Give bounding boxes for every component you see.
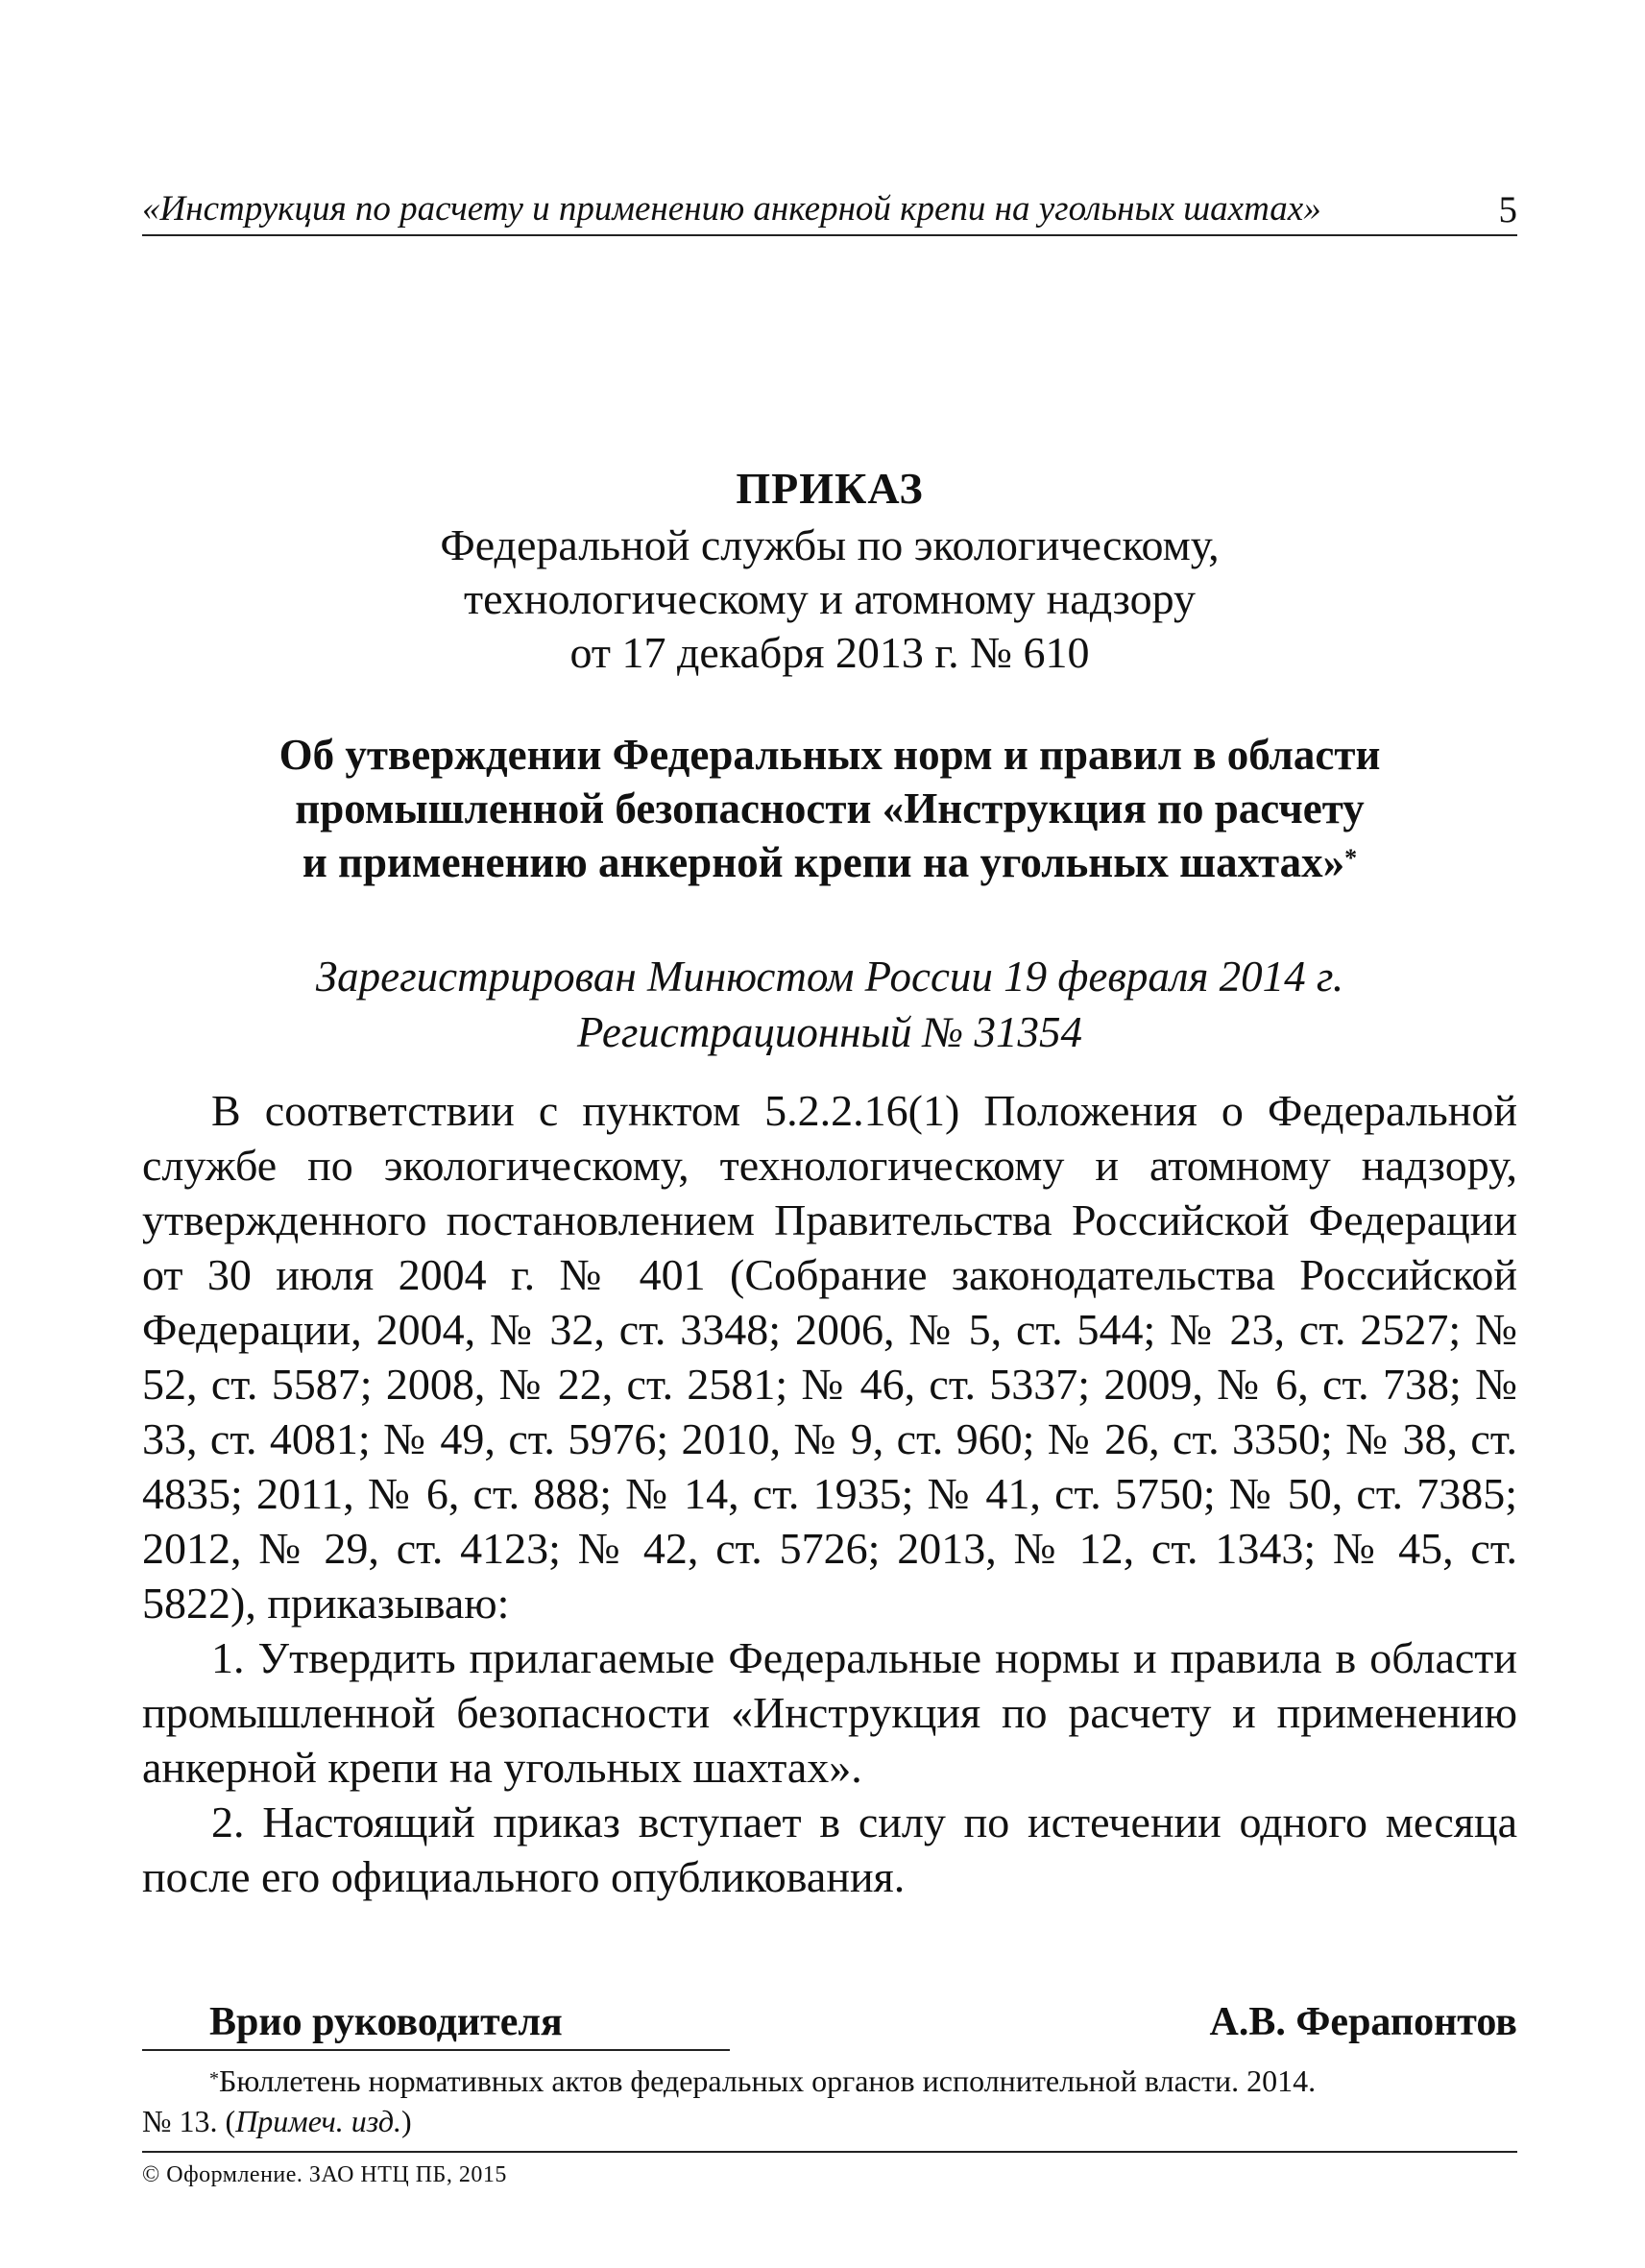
footnote-text: ) xyxy=(401,2104,412,2138)
order-title: ПРИКАЗ xyxy=(736,464,924,513)
order-date-number: от 17 декабря 2013 г. № 610 xyxy=(569,628,1090,677)
agency-line: технологическому и атомному надзору xyxy=(464,574,1196,623)
footnote-mark: * xyxy=(1344,844,1358,872)
footnote-line xyxy=(142,2061,1517,2101)
subject-line: Об утверждении Федеральных норм и правил в области xyxy=(278,731,1381,779)
footnote-mark: * xyxy=(209,2068,219,2089)
signature-underline xyxy=(142,2049,730,2051)
agency-line: Федеральной службы по экологическому, xyxy=(440,520,1220,569)
footnote-line xyxy=(142,2101,1517,2141)
signature-position: Врио руководителя xyxy=(209,2000,563,2044)
running-header xyxy=(142,184,1517,236)
order-subject xyxy=(142,728,1517,889)
agency-block xyxy=(142,519,1517,680)
signatory-name: А.В. Ферапонтов xyxy=(1209,2000,1517,2044)
registration-line: Зарегистрирован Минюстом России 19 февраля 2014 г. xyxy=(315,953,1344,1001)
footnote-text: № 13. ( xyxy=(142,2104,236,2138)
footnote xyxy=(142,2061,1517,2141)
subject-line: промышленной безопасности «Инструкция по расчету xyxy=(295,784,1365,832)
footer-divider xyxy=(142,2151,1517,2153)
running-title: «Инструкция по расчету и применению анкерной крепи на угольных шахтах» xyxy=(142,189,1321,229)
footnote-text: Бюллетень нормативных актов федеральных органов исполнительной власти. 2014. xyxy=(219,2063,1317,2098)
subject-line: и применению анкерной крепи на угольных шахтах» xyxy=(302,838,1345,886)
subject-line-last xyxy=(142,835,1517,889)
registration-info xyxy=(142,949,1517,1060)
page-number: 5 xyxy=(1498,189,1517,230)
signature-row xyxy=(142,1999,1517,2057)
registration-number: Регистрационный № 31354 xyxy=(577,1008,1082,1056)
body-paragraph: В соответствии с пунктом 5.2.2.16(1) Положения о Федеральной службе по экологическому, технологическому и атомному надзору, утвержденного постановлением Правительства Российской Федерации от 30 июля 2004 г. № 401 (Собрание законодательства Российской Федерации, 2004, № 32, ст. 3348; 2006, № 5, ст. 544; № 23, ст. 2527; № 52, ст. 5587; 2008, № 22, ст. 2581; № 46, ст. 5337; 2009, № 6, ст. 738; № 33, ст. 4081; № 49, ст. 5976; 2010, № 9, ст. 960; № 26, ст. 3350; № 38, ст. 4835; 2011, № 6, ст. 888; № 14, ст. 1935; № 41, ст. 5750; № 50, ст. 7385; 2012, № 29, ст. 4123; № 42, ст. 5726; 2013, № 12, ст. 1343; № 45, ст. 5822), приказываю: xyxy=(142,1086,1517,1628)
copyright: © Оформление. ЗАО НТЦ ПБ, 2015 xyxy=(142,2162,507,2187)
body-paragraph: 1. Утвердить прилагаемые Федеральные нормы и правила в области промышленной безопасности «Инструкция по расчету и применению анкерной крепи на угольных шахтах». xyxy=(142,1633,1517,1792)
order-body xyxy=(142,1083,1517,1904)
footnote-note: Примеч. изд. xyxy=(235,2104,402,2138)
body-paragraph: 2. Настоящий приказ вступает в силу по истечении одного месяца после его официального опубликования. xyxy=(142,1798,1517,1901)
